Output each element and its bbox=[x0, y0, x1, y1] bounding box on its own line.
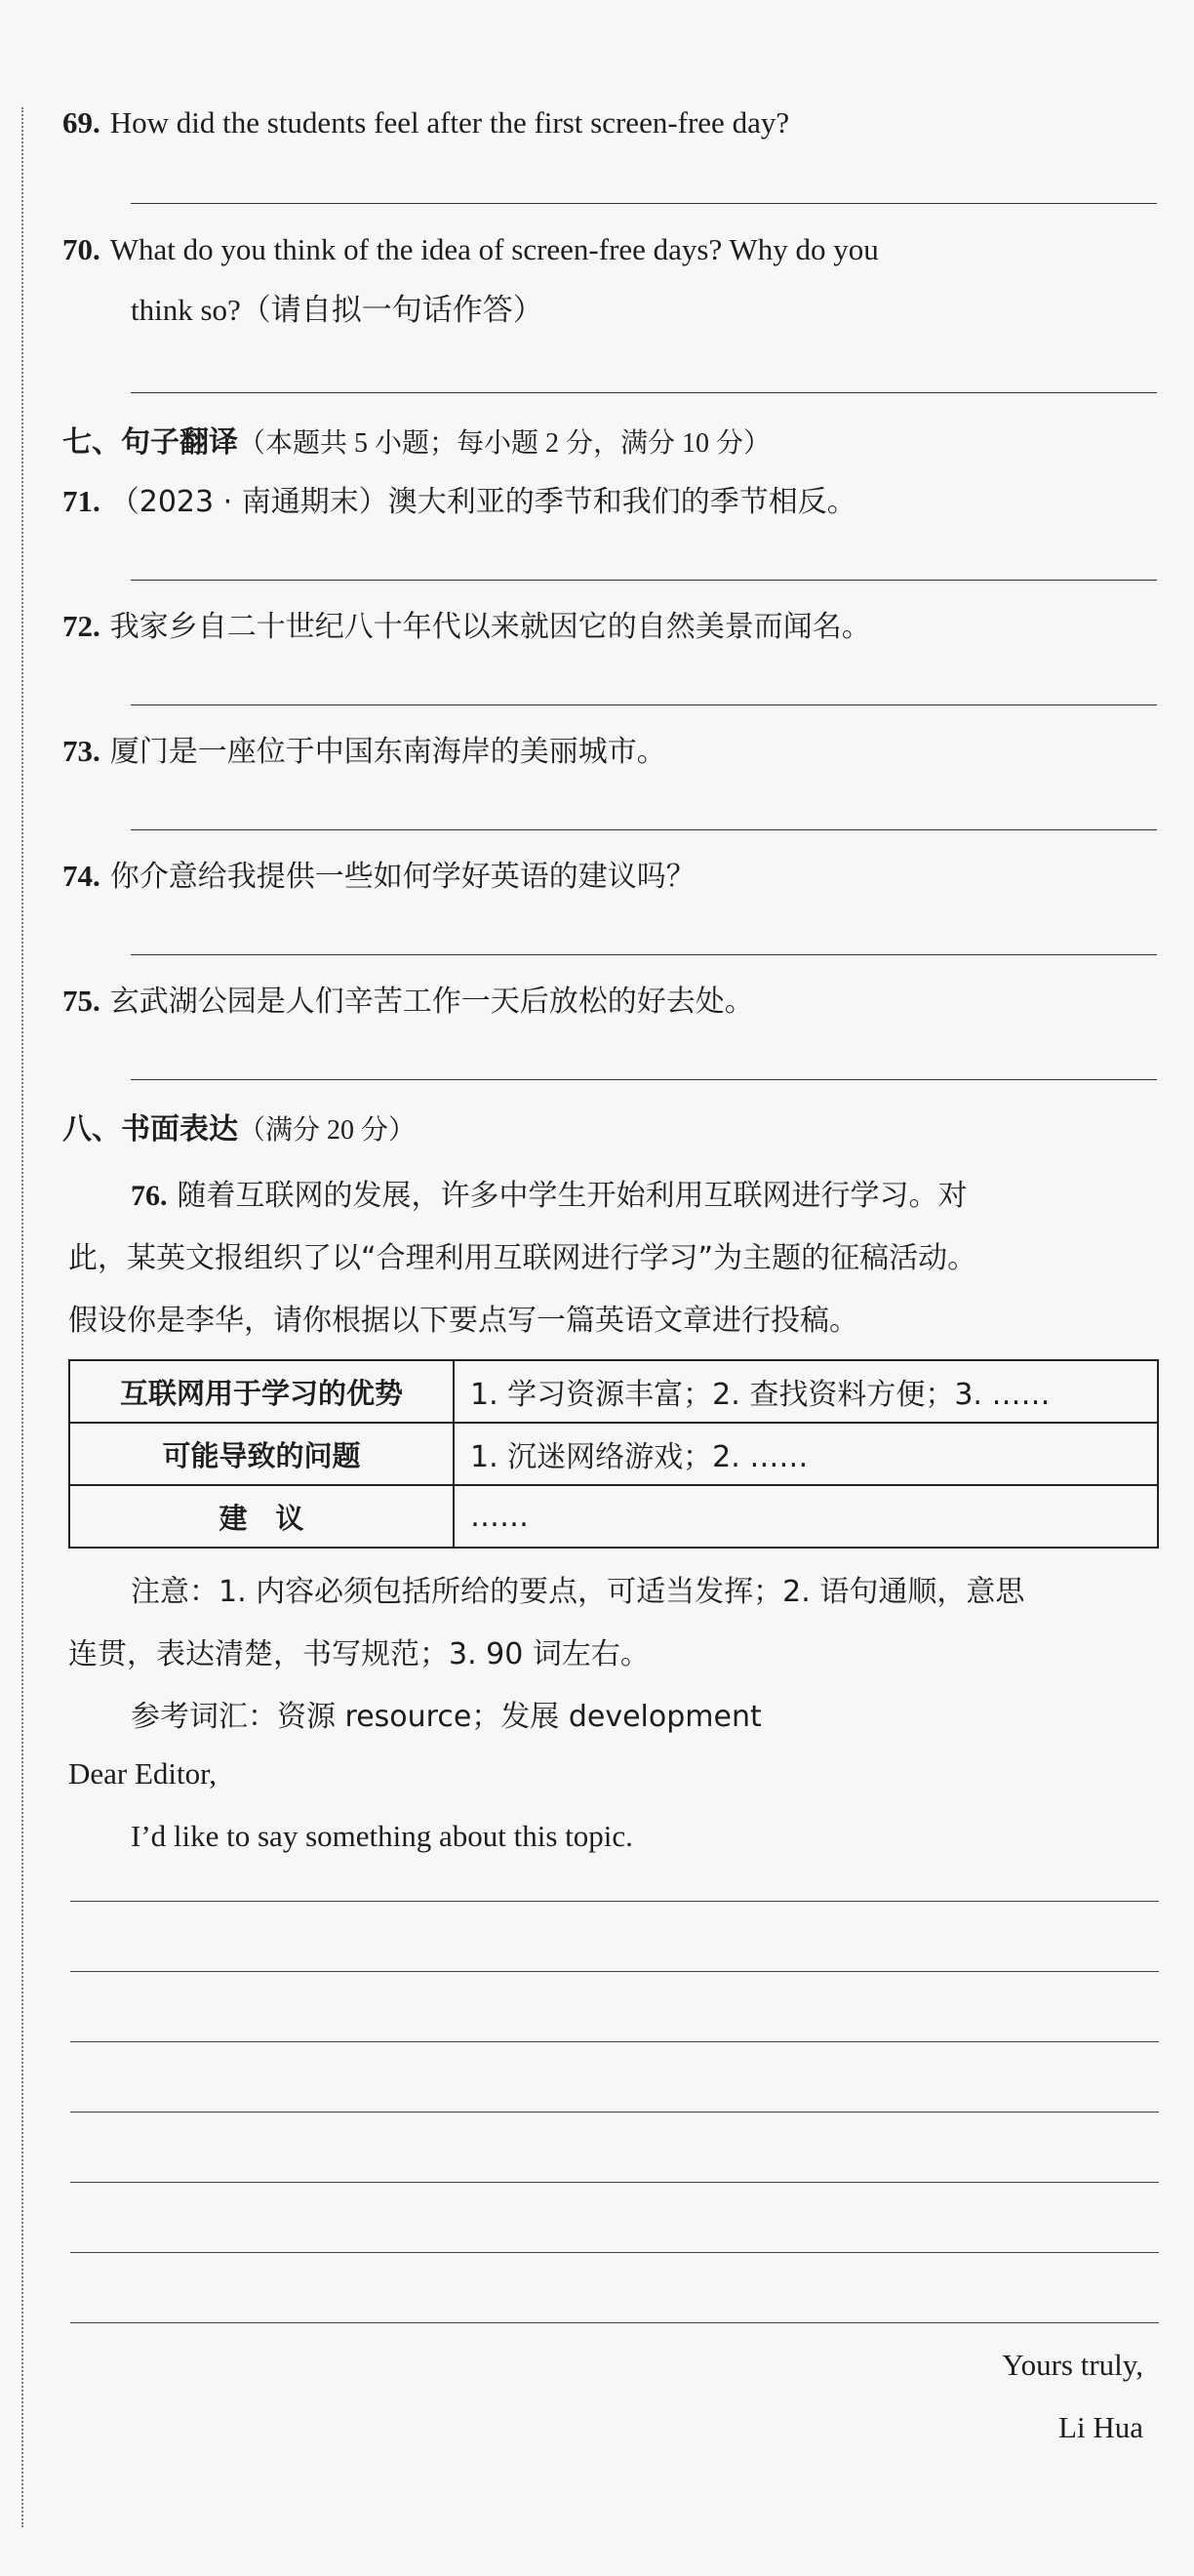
section-8-heading bbox=[62, 1105, 416, 1147]
section-title: 七、句子翻译 bbox=[62, 425, 238, 460]
writing-line[interactable] bbox=[70, 2112, 1159, 2113]
row-content: 1. 学习资源丰富；2. 查找资料方便；3. …… bbox=[454, 1360, 1158, 1423]
question-text-line1: What do you think of the idea of screen-free days? Why do you bbox=[109, 232, 879, 266]
letter-greeting: Dear Editor, bbox=[68, 1756, 217, 1791]
question-text: How did the students feel after the first screen-free day? bbox=[109, 105, 790, 140]
answer-line-70[interactable] bbox=[131, 392, 1157, 393]
question-72 bbox=[62, 605, 871, 649]
prompt-text: 随着互联网的发展，许多中学生开始利用互联网进行学习。对 bbox=[177, 1179, 968, 1213]
section-note: （满分 20 分） bbox=[238, 1115, 417, 1146]
row-content: 1. 沉迷网络游戏；2. …… bbox=[454, 1423, 1158, 1485]
answer-line-73[interactable] bbox=[131, 829, 1157, 830]
writing-line[interactable] bbox=[70, 2322, 1159, 2323]
question-number: 70. bbox=[62, 232, 100, 266]
question-text: 玄武湖公园是人们辛苦工作一天后放松的好去处。 bbox=[109, 985, 754, 1019]
question-number: 75. bbox=[62, 984, 100, 1018]
row-content: …… bbox=[454, 1485, 1158, 1548]
letter-signature: Li Hua bbox=[1058, 2410, 1143, 2444]
vocab-hint: 参考词汇：资源 resource；发展 development bbox=[131, 1700, 762, 1734]
question-number: 74. bbox=[62, 859, 100, 893]
question-number: 71. bbox=[62, 484, 100, 518]
section-7-heading bbox=[62, 418, 771, 461]
writing-line[interactable] bbox=[70, 2182, 1159, 2183]
notes-line2: 连贯，表达清楚，书写规范；3. 90 词左右。 bbox=[68, 1637, 650, 1671]
binding-margin-dots bbox=[21, 107, 23, 2527]
question-70 bbox=[62, 228, 879, 271]
question-text: （2023 · 南通期末）澳大利亚的季节和我们的季节相反。 bbox=[109, 485, 856, 519]
question-70-line2: think so?（请自拟一句话作答） bbox=[131, 293, 543, 327]
writing-line[interactable] bbox=[70, 1971, 1159, 1972]
writing-line[interactable] bbox=[70, 2252, 1159, 2253]
answer-line-75[interactable] bbox=[131, 1079, 1157, 1080]
letter-opening: I’d like to say something about this topic. bbox=[131, 1819, 633, 1853]
question-text: 厦门是一座位于中国东南海岸的美丽城市。 bbox=[109, 735, 666, 769]
table-row bbox=[69, 1423, 1158, 1485]
requirements-table bbox=[68, 1359, 1159, 1549]
answer-line-71[interactable] bbox=[131, 580, 1157, 581]
question-76-line2: 此，某英文报组织了以“合理利用互联网进行学习”为主题的征稿活动。 bbox=[68, 1241, 977, 1275]
question-number: 76. bbox=[131, 1180, 168, 1212]
section-title: 八、书面表达 bbox=[62, 1112, 238, 1147]
row-label: 建 议 bbox=[69, 1485, 454, 1548]
question-74 bbox=[62, 855, 696, 899]
question-73 bbox=[62, 730, 666, 774]
question-number: 72. bbox=[62, 609, 100, 643]
row-label: 可能导致的问题 bbox=[69, 1423, 454, 1485]
writing-line[interactable] bbox=[70, 2041, 1159, 2042]
writing-line[interactable] bbox=[70, 1901, 1159, 1902]
notes-line1: 注意：1. 内容必须包括所给的要点，可适当发挥；2. 语句通顺，意思 bbox=[131, 1575, 1025, 1609]
row-label: 互联网用于学习的优势 bbox=[69, 1360, 454, 1423]
question-76-line1 bbox=[131, 1165, 968, 1228]
table-row bbox=[69, 1360, 1158, 1423]
question-71 bbox=[62, 480, 856, 524]
section-note: （本题共 5 小题；每小题 2 分，满分 10 分） bbox=[238, 428, 772, 459]
question-text: 你介意给我提供一些如何学好英语的建议吗？ bbox=[109, 860, 696, 894]
question-text: 我家乡自二十世纪八十年代以来就因它的自然美景而闻名。 bbox=[109, 610, 871, 644]
question-76-line3: 假设你是李华，请你根据以下要点写一篇英语文章进行投稿。 bbox=[68, 1304, 858, 1338]
question-number: 73. bbox=[62, 734, 100, 768]
answer-line-69[interactable] bbox=[131, 203, 1157, 204]
question-number: 69. bbox=[62, 105, 100, 140]
letter-closing: Yours truly, bbox=[1002, 2348, 1143, 2382]
answer-line-74[interactable] bbox=[131, 954, 1157, 955]
answer-line-72[interactable] bbox=[131, 704, 1157, 705]
question-69 bbox=[62, 101, 789, 144]
table-row bbox=[69, 1485, 1158, 1548]
question-75 bbox=[62, 980, 754, 1024]
